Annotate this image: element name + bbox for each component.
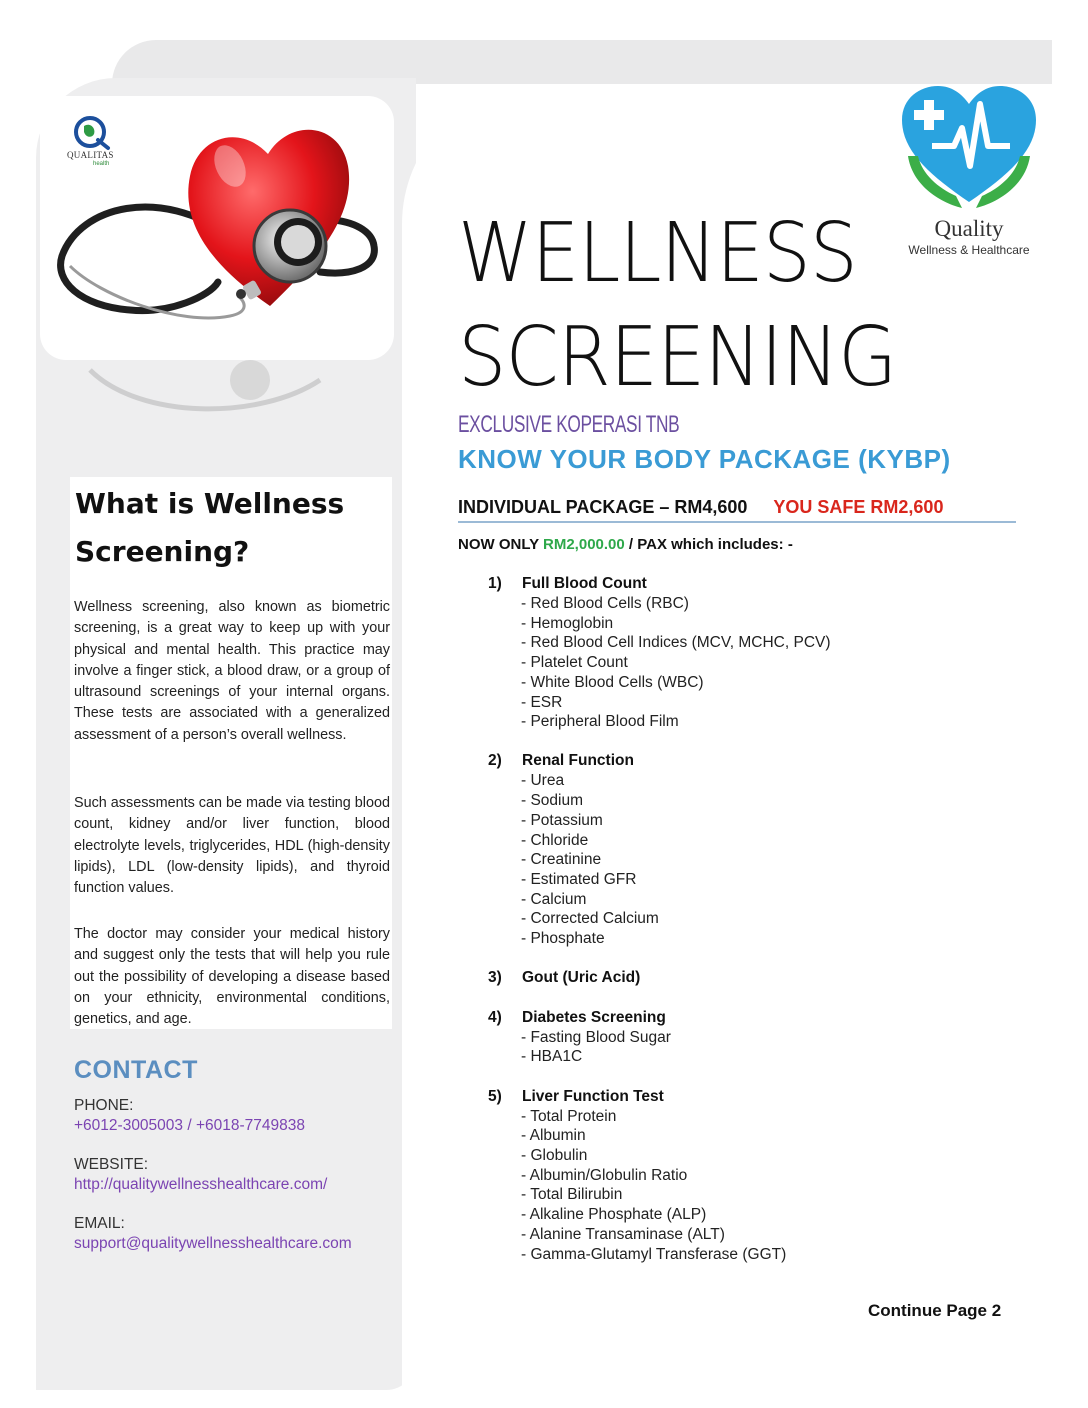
qualitas-sub: health [93, 161, 110, 167]
quality-logo-subtitle: Wellness & Healthcare [908, 243, 1030, 257]
test-item: - Alkaline Phosphate (ALP) [521, 1206, 707, 1224]
email-link[interactable]: support@qualitywellnesshealthcare.com [74, 1235, 352, 1252]
test-item: - Calcium [521, 890, 587, 908]
qualitas-name: QUALITAS [67, 150, 114, 160]
exclusive-label: EXCLUSIVE KOPERASI TNB [458, 411, 680, 438]
qualitas-globe-icon [64, 114, 124, 154]
test-item: - Red Blood Cell Indices (MCV, MCHC, PCV) [521, 634, 831, 652]
test-group [488, 968, 1008, 988]
test-item: - Globulin [521, 1147, 588, 1165]
test-group-number: 4) [488, 1008, 502, 1026]
test-item: - Creatinine [521, 851, 602, 869]
now-only-suffix: / PAX which includes: - [624, 536, 793, 553]
test-item: - Gamma-Glutamyl Transferase (GGT) [521, 1245, 787, 1263]
test-item: - Hemoglobin [521, 614, 614, 632]
phone-link[interactable]: +6012-3005003 / +6018-7749838 [74, 1117, 305, 1134]
info-paragraph-1: Wellness screening, also known as biometric screening, is a great way to keep up with your physical and mental health. This practice may involve a finger stick, a blood draw, or a group of ultrasound screenings of your internal organs. These tests are associated with a generalized assessment of a person’s overall wellness. [74, 599, 390, 743]
package-price-line [458, 497, 943, 518]
test-item: - Peripheral Blood Film [521, 713, 679, 731]
title-line-2: SCREENING [458, 310, 897, 405]
phone-label: PHONE: [74, 1097, 134, 1114]
test-group-heading [488, 751, 1008, 771]
now-only-line [458, 536, 793, 553]
test-item: - Albumin [521, 1127, 586, 1145]
test-item: - Corrected Calcium [521, 910, 659, 928]
info-paragraph-2: Such assessments can be made via testing blood count, kidney and/or liver function, blood electrolyte levels, triglycerides, HDL (high-density lipids), LDL (low-density lipids), and thyroid function values. [74, 795, 390, 897]
title-line-1: WELLNESS [458, 206, 857, 301]
test-item: - Phosphate [521, 930, 605, 948]
tests-list [488, 574, 1008, 1284]
divider [458, 521, 1016, 523]
test-item: - Total Protein [521, 1107, 617, 1125]
test-group-name: Renal Function [522, 752, 634, 770]
test-item: - Alanine Transaminase (ALT) [521, 1225, 725, 1243]
test-item: - White Blood Cells (WBC) [521, 673, 704, 691]
test-group-name: Liver Function Test [522, 1087, 664, 1105]
website-label: WEBSITE: [74, 1156, 149, 1173]
website-link[interactable]: http://qualitywellnesshealthcare.com/ [74, 1176, 328, 1193]
continue-label: Continue Page 2 [868, 1301, 1002, 1320]
test-group-heading [488, 968, 1008, 988]
test-group-name: Diabetes Screening [522, 1008, 666, 1026]
test-item: - Sodium [521, 792, 584, 810]
test-group [488, 1087, 1008, 1265]
contact-heading: CONTACT [74, 1056, 198, 1084]
package-name: KNOW YOUR BODY PACKAGE (KYBP) [458, 444, 951, 474]
info-heading: What is Wellness Screening? [75, 487, 345, 568]
test-item: - Fasting Blood Sugar [521, 1028, 671, 1046]
test-group-number: 3) [488, 969, 502, 987]
test-group [488, 574, 1008, 732]
individual-package: INDIVIDUAL PACKAGE – RM4,600 [458, 497, 748, 517]
you-safe-badge: YOU SAFE RM2,600 [773, 497, 944, 517]
test-group-number: 1) [488, 575, 502, 592]
test-item: - Estimated GFR [521, 870, 637, 888]
test-group-heading [488, 1008, 1008, 1028]
test-item: - Potassium [521, 811, 603, 829]
hero-reflection [60, 360, 380, 460]
now-only-prefix: NOW ONLY [458, 536, 544, 553]
test-item: - ESR [521, 693, 563, 711]
test-group-heading [488, 574, 1008, 594]
test-group [488, 751, 1008, 948]
now-only-price: RM2,000.00 [543, 536, 625, 553]
test-group-number: 2) [488, 752, 502, 770]
quality-logo-name: Quality [934, 216, 1004, 241]
test-item: - Chloride [521, 831, 589, 849]
test-group [488, 1008, 1008, 1067]
test-group-number: 5) [488, 1087, 502, 1105]
test-item: - Albumin/Globulin Ratio [521, 1166, 688, 1184]
test-item: - Urea [521, 772, 565, 790]
test-group-name: Gout (Uric Acid) [522, 969, 641, 987]
test-item: - Platelet Count [521, 654, 628, 672]
test-item: - HBA1C [521, 1048, 583, 1066]
test-item: - Red Blood Cells (RBC) [521, 595, 689, 612]
test-group-name: Full Blood Count [522, 575, 647, 592]
quality-heart-hands-icon [898, 84, 1040, 224]
test-group-heading [488, 1087, 1008, 1107]
email-label: EMAIL: [74, 1215, 125, 1232]
info-paragraph-3: The doctor may consider your medical history and suggest only the tests that will help you rule out the possibility of developing a disease based on your ethnicity, environmental conditions, genetics, and age. [74, 926, 390, 1028]
test-item: - Total Bilirubin [521, 1186, 623, 1204]
